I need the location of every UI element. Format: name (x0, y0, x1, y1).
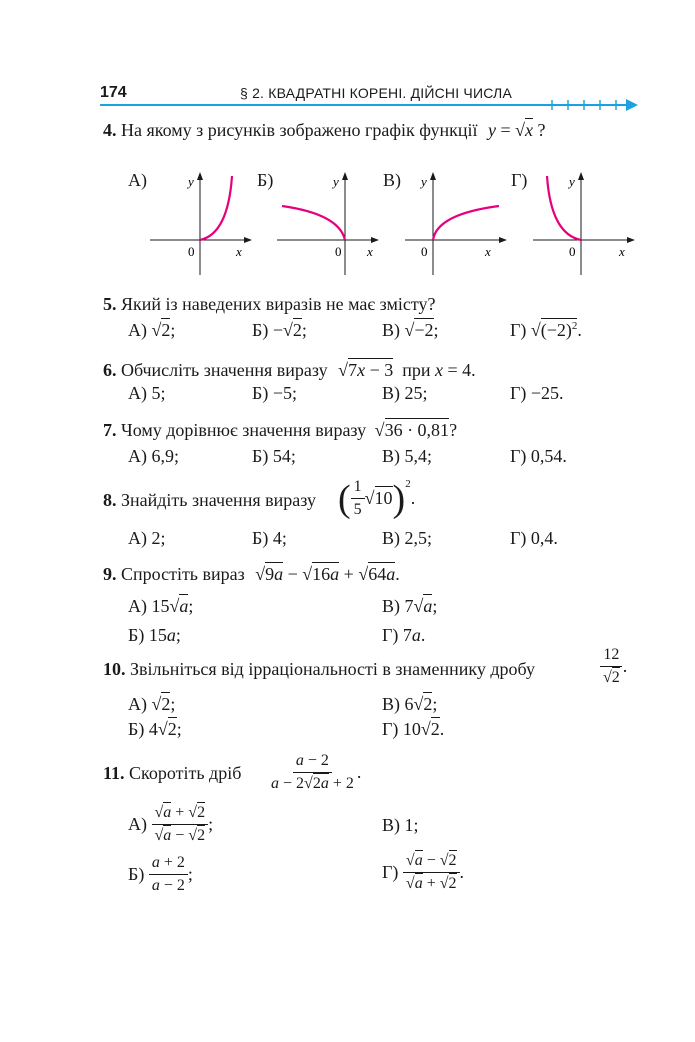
q11-option-b[interactable]: Б) $\frac{a + 2}{a - 2}$ ; (128, 854, 193, 894)
header-arrow-rule (100, 96, 640, 114)
q8-option-c[interactable]: В) 2,5; (382, 528, 433, 548)
q10-option-b[interactable]: Б) 4√2; (128, 719, 182, 739)
question-text: На якому з рисунків зображено графік функції (121, 120, 478, 140)
question-9 (103, 564, 400, 585)
y-axis-label: y (569, 174, 575, 189)
graph-label-d: Г) (511, 170, 528, 190)
question-6 (103, 360, 476, 381)
question-number: 11. (103, 763, 125, 783)
question-number: 7. (103, 420, 117, 440)
q9-option-a[interactable]: А) 15√a; (128, 596, 194, 616)
q6-option-b[interactable]: Б) −5; (252, 383, 297, 403)
question-text: Звільніться від ірраціональності в знаменнику дробу (130, 659, 536, 679)
question-number: 5. (103, 294, 117, 314)
question-formula: y = √x ? (488, 120, 546, 140)
y-axis-label: y (421, 174, 427, 189)
q8-formula: ( $\frac{1}{5}$ √10 ) 2 . (338, 477, 416, 520)
question-text: Який із наведених виразів не має змісту? (121, 294, 436, 314)
graph-b (277, 170, 382, 280)
q10-option-a[interactable]: А) √2; (128, 694, 176, 714)
question-text: Обчисліть значення виразу (121, 360, 328, 380)
q7-option-a[interactable]: А) 6,9; (128, 446, 179, 466)
question-4 (103, 120, 546, 141)
question-8 (103, 490, 316, 511)
q5-option-b[interactable]: Б) −√2; (252, 320, 307, 340)
q9-option-d[interactable]: Г) 7a. (382, 625, 426, 645)
q7-option-d[interactable]: Г) 0,54. (510, 446, 567, 466)
graph-label-a: А) (128, 170, 147, 190)
q9-option-c[interactable]: В) 7√a; (382, 596, 438, 616)
origin-label: 0 (188, 244, 195, 259)
q11-formula: $\frac{a - 2}{a - 2√2a + 2}$ . (271, 752, 362, 792)
origin-label: 0 (569, 244, 576, 259)
origin-label: 0 (335, 244, 342, 259)
graph-label-c: В) (383, 170, 401, 190)
question-7 (103, 420, 457, 441)
q11-option-d[interactable]: Г) $\frac{√a - √2}{√a + √2}$ . (382, 852, 464, 892)
question-number: 9. (103, 564, 117, 584)
question-number: 4. (103, 120, 117, 140)
x-axis-label: x (485, 244, 491, 259)
question-number: 10. (103, 659, 126, 679)
q8-option-d[interactable]: Г) 0,4. (510, 528, 558, 548)
q8-option-a[interactable]: А) 2; (128, 528, 166, 548)
question-text: Чому дорівнює значення виразу (121, 420, 367, 440)
question-number: 6. (103, 360, 117, 380)
q6-option-a[interactable]: А) 5; (128, 383, 166, 403)
question-11 (103, 763, 241, 784)
y-axis-label: y (333, 174, 339, 189)
x-axis-label: x (236, 244, 242, 259)
question-text: Скоротіть дріб (129, 763, 242, 783)
question-number: 8. (103, 490, 117, 510)
question-5 (103, 294, 436, 315)
q6-option-c[interactable]: В) 25; (382, 383, 428, 403)
q9-option-b[interactable]: Б) 15a; (128, 625, 181, 645)
x-axis-label: x (367, 244, 373, 259)
q10-option-d[interactable]: Г) 10√2. (382, 719, 445, 739)
origin-label: 0 (421, 244, 428, 259)
graph-d (533, 170, 638, 280)
question-text: Знайдіть значення виразу (121, 490, 316, 510)
q10-formula: $\frac{12}{√2}$ . (600, 646, 627, 687)
page-number: 174 (100, 84, 127, 101)
y-axis-label: y (188, 174, 194, 189)
q10-option-c[interactable]: В) 6√2; (382, 694, 438, 714)
question-formula: √7x − 3 при x = 4. (338, 360, 476, 380)
question-10 (103, 659, 535, 680)
question-text: Спростіть вираз (121, 564, 245, 584)
q5-option-c[interactable]: В) √−2; (382, 320, 439, 340)
q8-option-b[interactable]: Б) 4; (252, 528, 287, 548)
q11-option-c[interactable]: В) 1; (382, 815, 419, 835)
question-formula: √36 · 0,81? (374, 420, 458, 440)
q5-option-a[interactable]: А) √2; (128, 320, 176, 340)
q6-option-d[interactable]: Г) −25. (510, 383, 564, 403)
graph-c (405, 170, 510, 280)
q7-option-b[interactable]: Б) 54; (252, 446, 296, 466)
q5-option-d[interactable]: Г) $√(-2)^2$. (510, 320, 582, 340)
graph-label-b: Б) (257, 170, 274, 190)
section-title: § 2. КВАДРАТНІ КОРЕНІ. ДІЙСНІ ЧИСЛА (240, 85, 512, 101)
x-axis-label: x (619, 244, 625, 259)
q11-option-a[interactable]: А) $\frac{√a + √2}{√a - √2}$ ; (128, 804, 214, 844)
graph-a (150, 170, 255, 280)
question-formula: √9a − √16a + √64a. (255, 564, 400, 584)
q7-option-c[interactable]: В) 5,4; (382, 446, 433, 466)
